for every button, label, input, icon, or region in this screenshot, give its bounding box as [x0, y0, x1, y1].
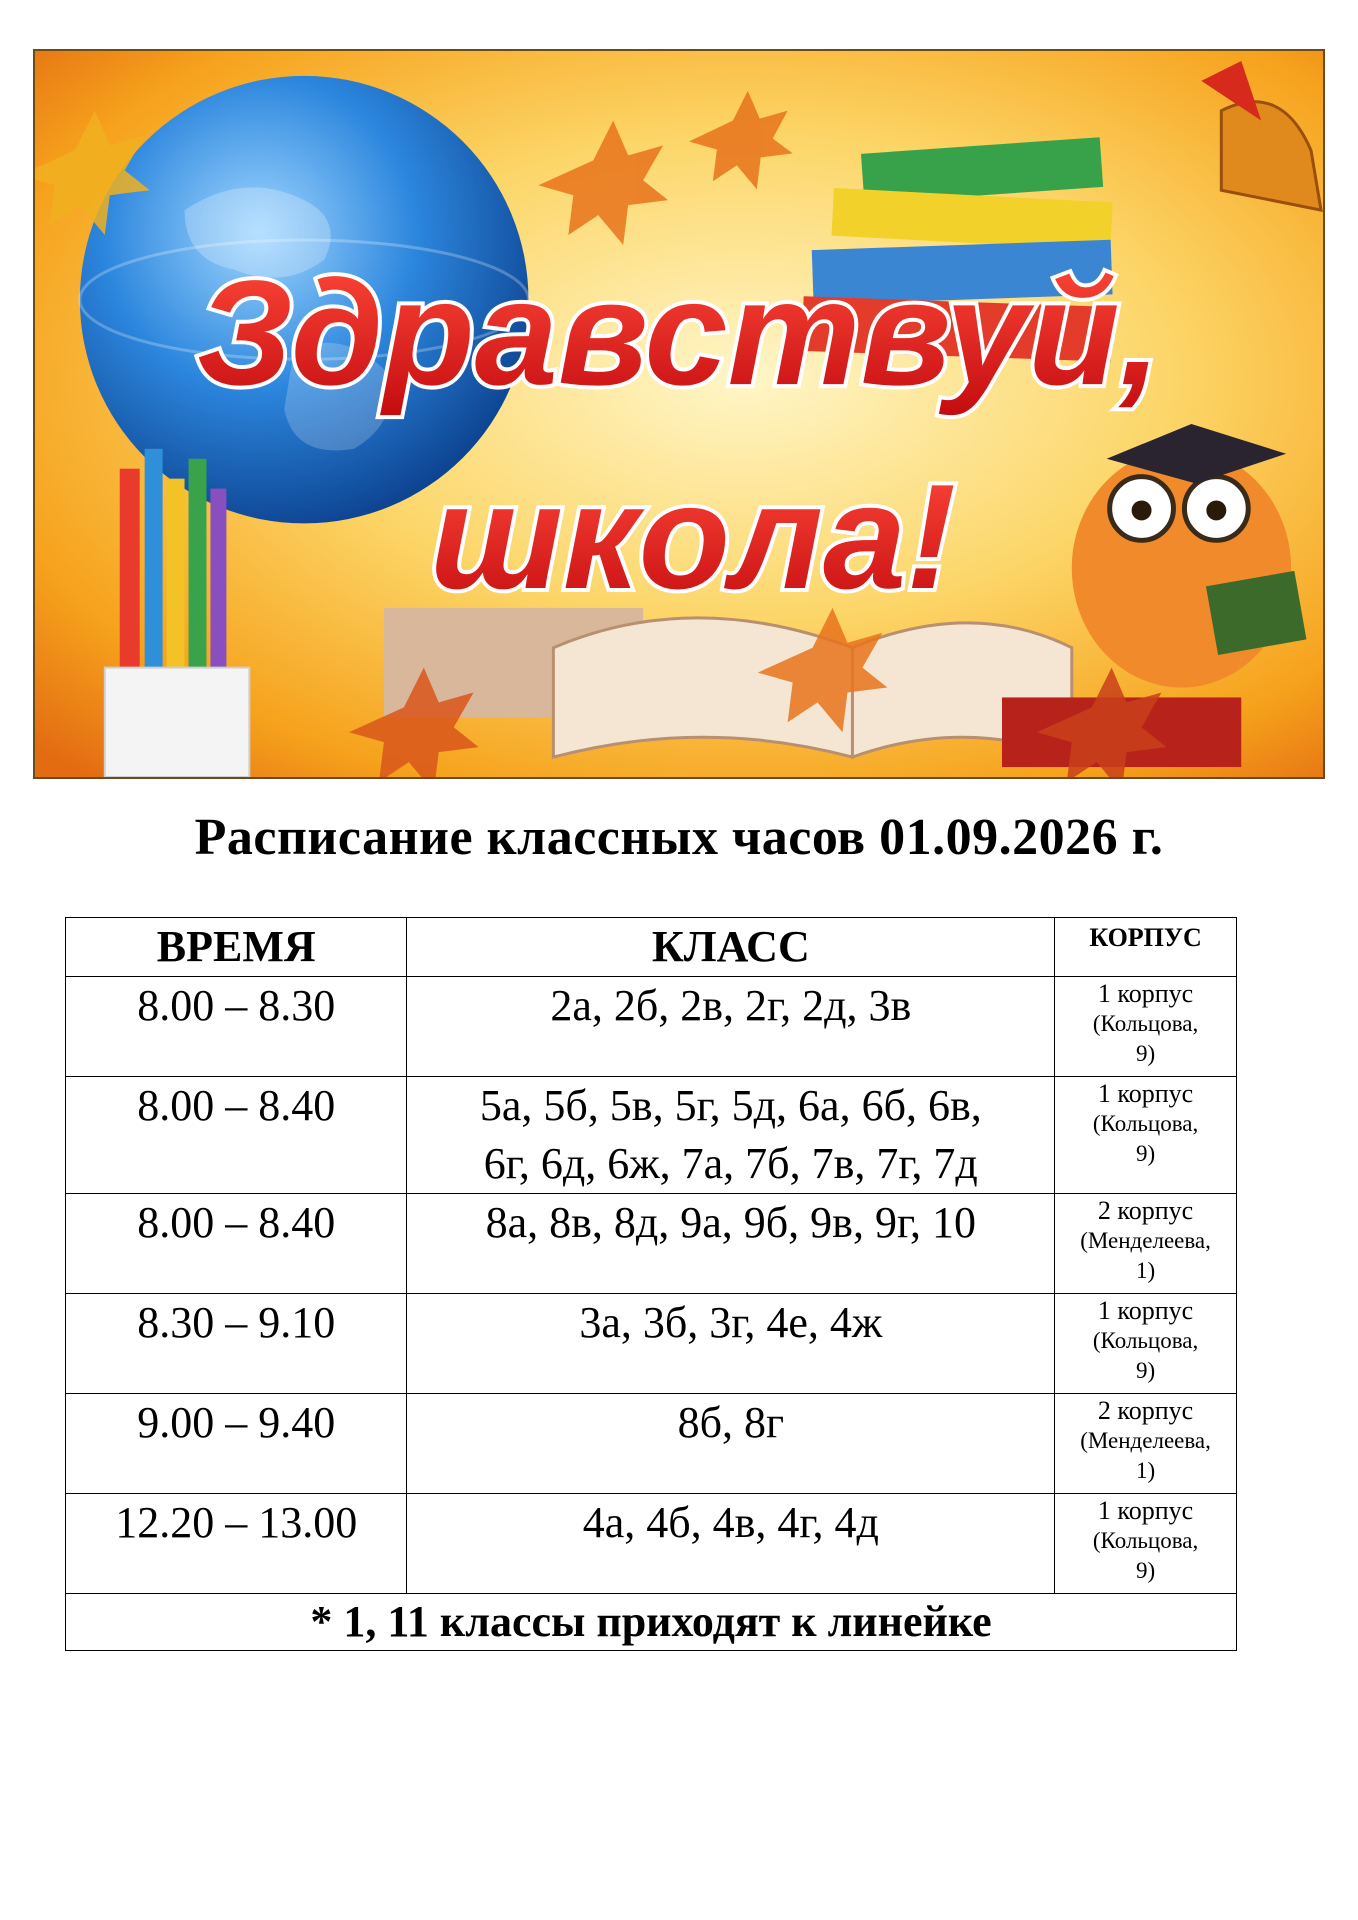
cell-time: 8.00 – 8.40 — [66, 1077, 407, 1194]
class-list-line: 5а, 5б, 5в, 5г, 5д, 6а, 6б, 6в, — [479, 1081, 982, 1130]
footnote: * 1, 11 классы приходят к линейке — [66, 1594, 1237, 1651]
greeting-line-2: школа! — [429, 453, 956, 621]
building-line: (Менделеева, — [1080, 1428, 1211, 1453]
table-row — [66, 977, 1237, 1077]
cell-classes — [407, 1494, 1055, 1594]
cell-building — [1055, 1494, 1237, 1594]
building-line: 2 корпус — [1097, 1396, 1194, 1425]
cell-time: 8.00 – 8.30 — [66, 977, 407, 1077]
schedule-rows — [66, 977, 1237, 1594]
table-row — [66, 1294, 1237, 1394]
table-header-row — [66, 918, 1237, 977]
cell-time: 12.20 – 13.00 — [66, 1494, 407, 1594]
class-list-line: 4а, 4б, 4в, 4г, 4д — [582, 1498, 879, 1547]
building-line: (Кольцова, — [1092, 1528, 1199, 1553]
footnote-row — [66, 1594, 1237, 1651]
class-list-line: 3а, 3б, 3г, 4е, 4ж — [579, 1298, 883, 1347]
building-line: (Кольцова, — [1092, 1011, 1199, 1036]
class-list-line: 2а, 2б, 2в, 2г, 2д, 3в — [550, 981, 912, 1030]
banner-image — [33, 49, 1325, 779]
schedule-title: Расписание классных часов 01.09.2026 г. — [194, 809, 1164, 866]
cell-building — [1055, 977, 1237, 1077]
building-line: 1 корпус — [1097, 1496, 1194, 1525]
building-line: (Менделеева, — [1080, 1228, 1211, 1253]
table-row — [66, 1077, 1237, 1194]
class-list-line: 8а, 8в, 8д, 9а, 9б, 9в, 9г, 10 — [485, 1198, 977, 1247]
greeting-line-1: Здравствуй, — [196, 249, 1162, 417]
building-line: 9) — [1135, 1041, 1156, 1066]
class-list-line: 8б, 8г — [677, 1398, 785, 1447]
table-row — [66, 1194, 1237, 1294]
building-line: 1) — [1135, 1258, 1156, 1283]
cell-building — [1055, 1394, 1237, 1494]
cell-classes — [407, 1394, 1055, 1494]
class-list-line: 6г, 6д, 6ж, 7а, 7б, 7в, 7г, 7д — [483, 1139, 978, 1188]
cell-time: 9.00 – 9.40 — [66, 1394, 407, 1494]
cell-classes — [407, 1077, 1055, 1194]
cell-classes — [407, 1194, 1055, 1294]
building-line: (Кольцова, — [1092, 1328, 1199, 1353]
building-line: 1 корпус — [1097, 979, 1194, 1008]
building-line: 1) — [1135, 1458, 1156, 1483]
column-header-time: ВРЕМЯ — [66, 918, 407, 977]
building-line: 1 корпус — [1097, 1079, 1194, 1108]
column-header-building: КОРПУС — [1055, 918, 1237, 977]
cell-classes — [407, 1294, 1055, 1394]
building-line: 9) — [1135, 1358, 1156, 1383]
building-line: 9) — [1135, 1141, 1156, 1166]
building-line: 1 корпус — [1097, 1296, 1194, 1325]
cell-building — [1055, 1194, 1237, 1294]
column-header-class: КЛАСС — [407, 918, 1055, 977]
building-line: (Кольцова, — [1092, 1111, 1199, 1136]
cell-time: 8.00 – 8.40 — [66, 1194, 407, 1294]
table-row — [66, 1494, 1237, 1594]
cell-classes — [407, 977, 1055, 1077]
cell-building — [1055, 1077, 1237, 1194]
schedule-table — [65, 917, 1237, 1651]
building-line: 2 корпус — [1097, 1196, 1194, 1225]
building-line: 9) — [1135, 1558, 1156, 1583]
banner-illustration — [35, 51, 1323, 777]
cell-building — [1055, 1294, 1237, 1394]
table-row — [66, 1394, 1237, 1494]
cell-time: 8.30 – 9.10 — [66, 1294, 407, 1394]
